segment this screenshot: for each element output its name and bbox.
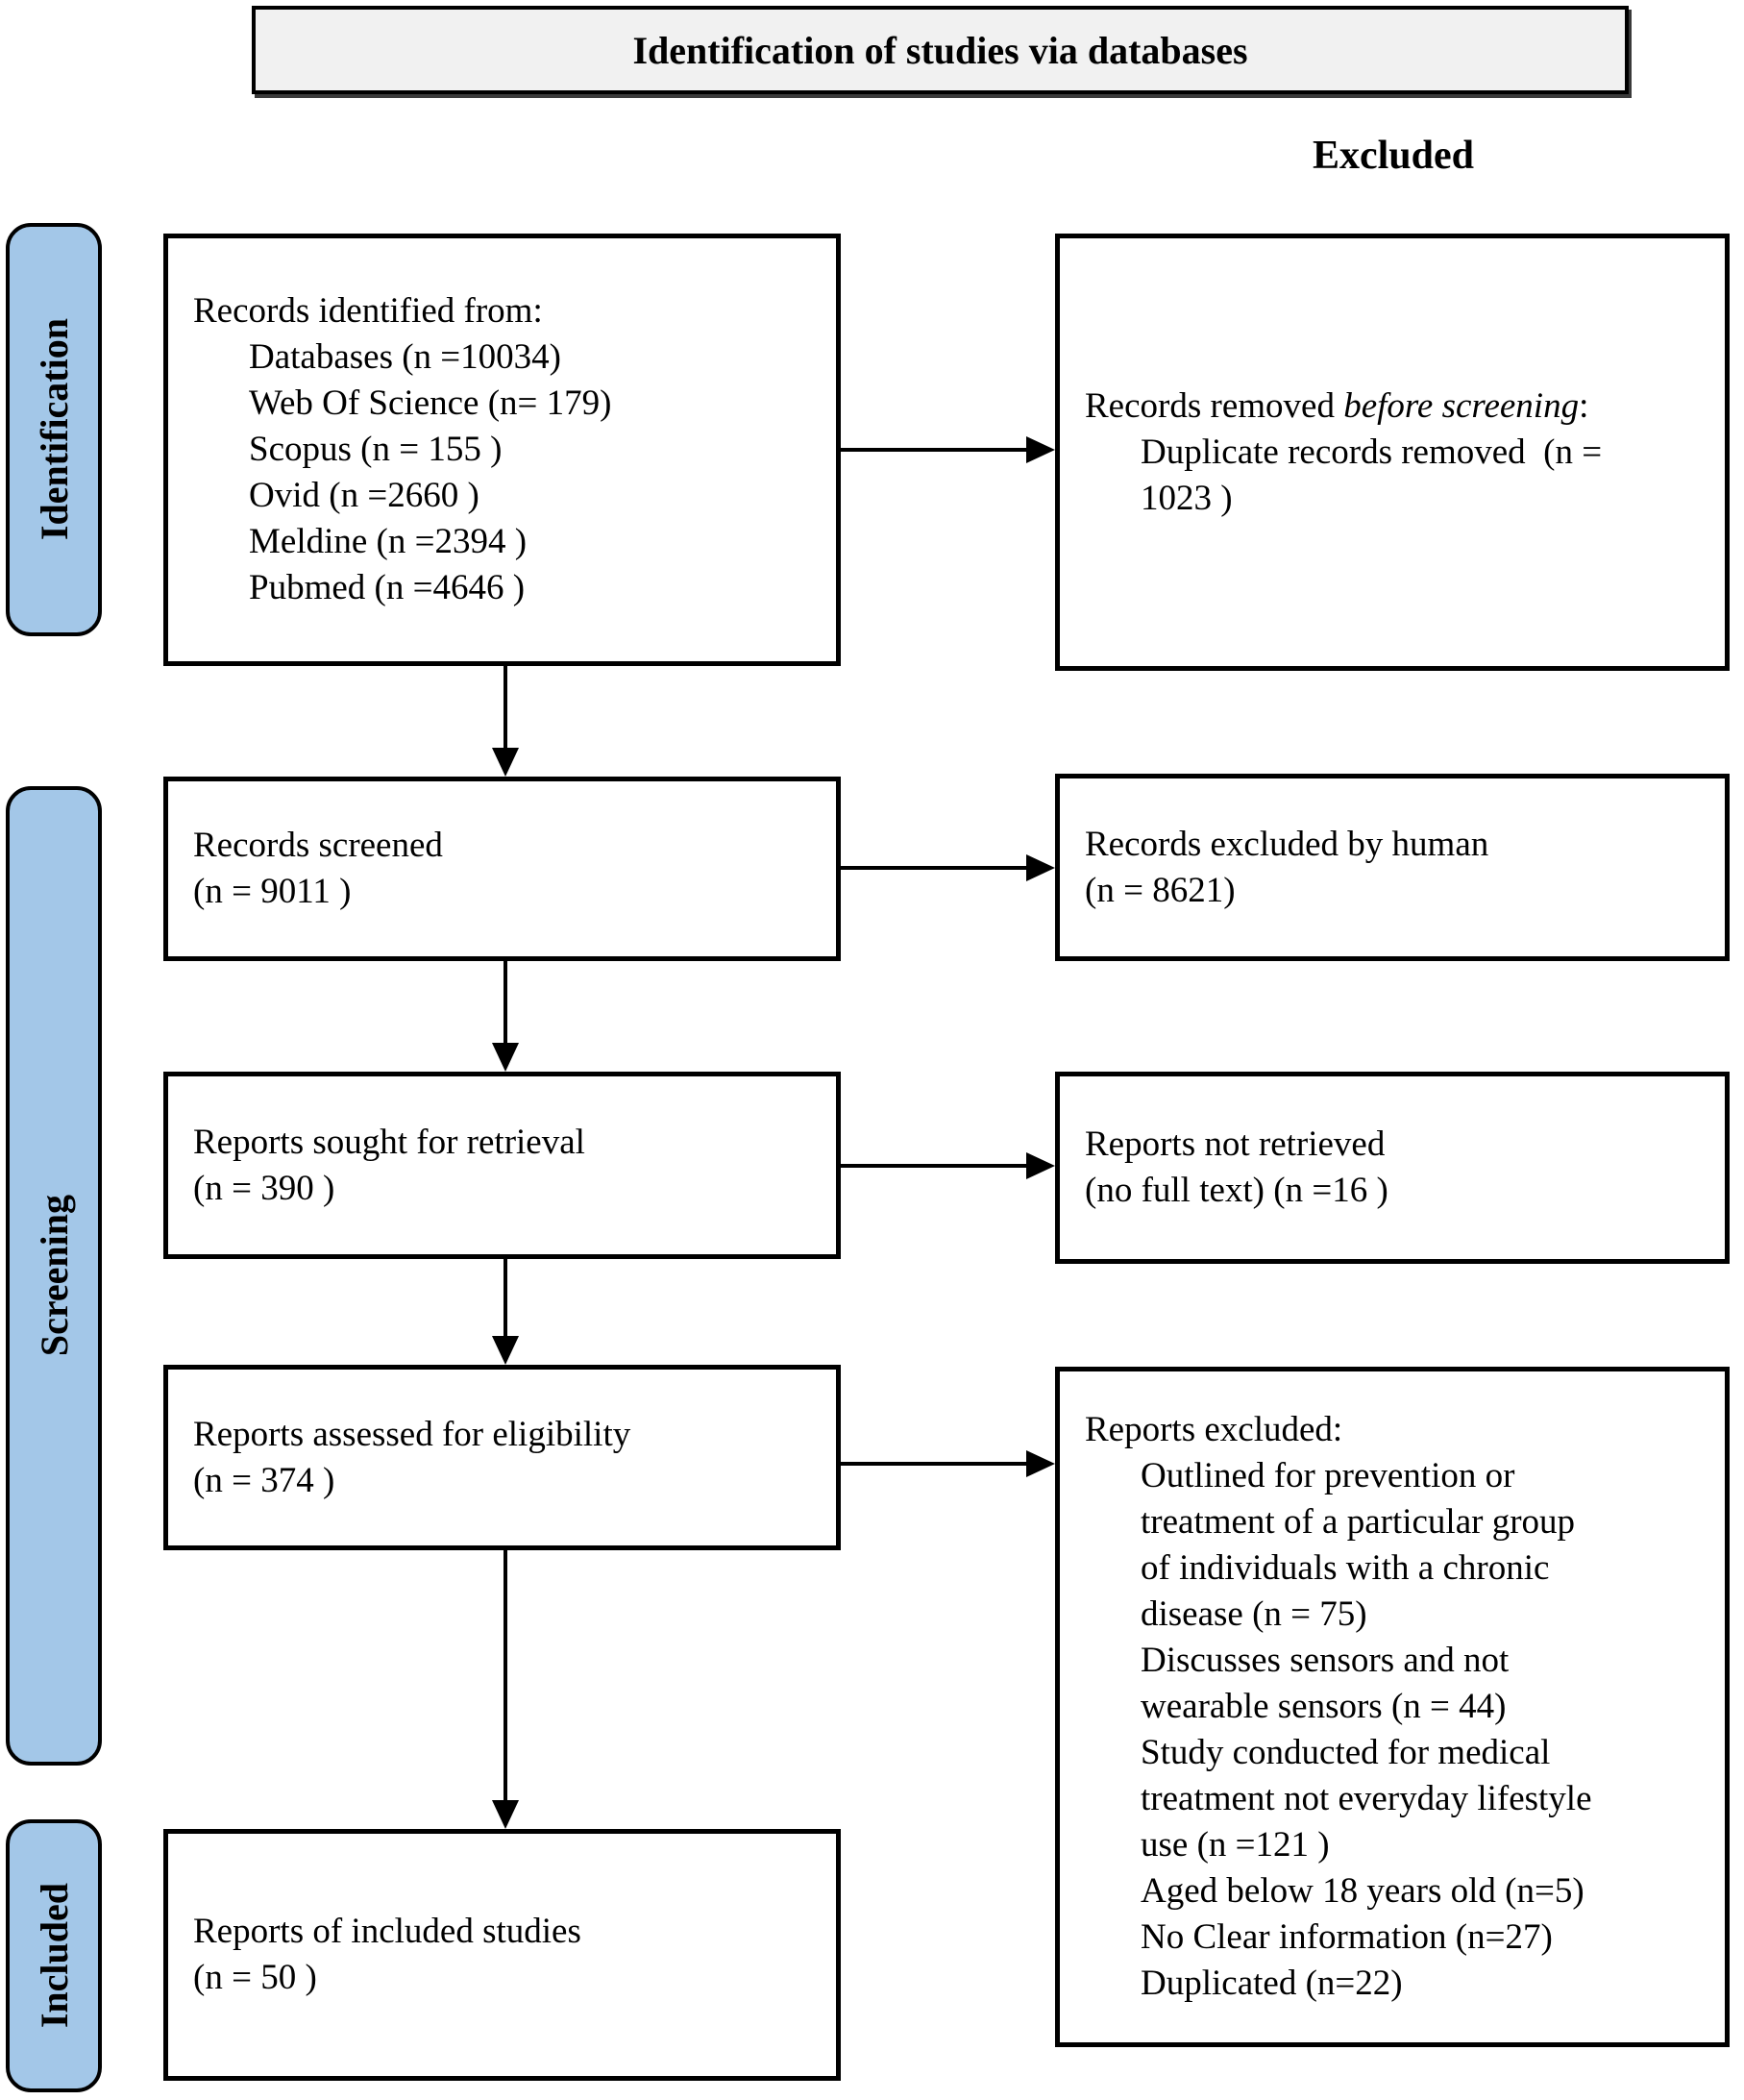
text-segment: Records removed — [1085, 385, 1344, 426]
arrow-head-down-icon — [492, 1800, 519, 1829]
arrow-shaft — [841, 448, 1028, 452]
text-line: Duplicated (n=22) — [1141, 1964, 1403, 2003]
text-line: Scopus (n = 155 ) — [249, 430, 503, 469]
diagram-title-box — [252, 6, 1629, 94]
text-line: wearable sensors (n = 44) — [1141, 1687, 1507, 1726]
text-line: Reports sought for retrieval — [193, 1122, 585, 1162]
text-line: Reports of included studies — [193, 1912, 581, 1951]
text-line: Records excluded by human — [1085, 824, 1489, 864]
text-line: (n = 390 ) — [193, 1168, 335, 1208]
text-line: Reports excluded: — [1085, 1410, 1343, 1449]
reports-excluded-box — [1055, 1367, 1730, 2047]
text-line: Web Of Science (n= 179) — [249, 383, 612, 423]
text-line: Databases (n =10034) — [249, 337, 561, 377]
arrow-shaft — [504, 666, 507, 750]
text-line: treatment not everyday lifestyle — [1141, 1779, 1592, 1818]
text-line: Pubmed (n =4646 ) — [249, 568, 526, 607]
text-line: Ovid (n =2660 ) — [249, 476, 479, 515]
text-line: Outlined for prevention or — [1141, 1456, 1515, 1495]
arrow-head-down-icon — [492, 1043, 519, 1072]
text-line: Discusses sensors and not — [1141, 1641, 1510, 1680]
arrow-shaft — [841, 866, 1028, 870]
reports-not-retrieved-box — [1055, 1072, 1730, 1264]
stage-screening-bar — [6, 786, 102, 1766]
diagram-title: Identification of studies via databases — [632, 28, 1248, 72]
text-line: Meldine (n =2394 ) — [249, 522, 528, 561]
arrow-shaft — [504, 1259, 507, 1338]
text-line: (n = 9011 ) — [193, 872, 352, 911]
stage-identification-bar — [6, 223, 102, 636]
text-line: (n = 374 ) — [193, 1460, 335, 1500]
text-line: No Clear information (n=27) — [1141, 1917, 1553, 1957]
text-line: Study conducted for medical — [1141, 1733, 1551, 1772]
arrow-shaft — [841, 1164, 1028, 1168]
records-excluded-by-human-box — [1055, 774, 1730, 961]
arrow-shaft — [504, 1550, 507, 1802]
text-line: Reports not retrieved — [1085, 1124, 1386, 1164]
text-line: use (n =121 ) — [1141, 1825, 1330, 1865]
arrow-head-down-icon — [492, 1336, 519, 1365]
text-line — [1085, 383, 1713, 430]
text-line: treatment of a particular group — [1141, 1502, 1576, 1542]
text-line: (no full text) (n =16 ) — [1085, 1171, 1388, 1210]
arrow-head-right-icon — [1026, 854, 1055, 881]
arrow-head-down-icon — [492, 748, 519, 777]
excluded-column-heading: Excluded — [1312, 134, 1475, 178]
stage-screening-label: Screening — [32, 1195, 76, 1357]
records-screened-box — [163, 777, 841, 961]
text-segment: : — [1579, 385, 1589, 426]
stage-included-bar — [6, 1819, 102, 2092]
text-line: 1023 ) — [1141, 478, 1233, 518]
included-studies-box — [163, 1829, 841, 2081]
text-line: disease (n = 75) — [1141, 1594, 1367, 1634]
arrow-shaft — [841, 1462, 1028, 1466]
arrow-head-right-icon — [1026, 1152, 1055, 1179]
text-line: (n = 8621) — [1085, 870, 1236, 910]
stage-included-label: Included — [32, 1883, 76, 2029]
reports-sought-box — [163, 1072, 841, 1259]
text-line: of individuals with a chronic — [1141, 1548, 1550, 1588]
arrow-head-right-icon — [1026, 1450, 1055, 1477]
text-line: Records screened — [193, 826, 443, 865]
text-line: Duplicate records removed (n = — [1141, 432, 1603, 472]
text-line: (n = 50 ) — [193, 1958, 317, 1997]
arrow-head-right-icon — [1026, 436, 1055, 463]
records-identified-box — [163, 234, 841, 666]
text-segment-italic: before screening — [1343, 385, 1580, 426]
records-removed-box — [1055, 234, 1730, 671]
reports-assessed-box — [163, 1365, 841, 1550]
stage-identification-label: Identification — [32, 318, 76, 541]
arrow-shaft — [504, 961, 507, 1045]
text-line: Reports assessed for eligibility — [193, 1414, 631, 1454]
text-line: Aged below 18 years old (n=5) — [1141, 1871, 1584, 1911]
text-line: Records identified from: — [193, 291, 543, 331]
